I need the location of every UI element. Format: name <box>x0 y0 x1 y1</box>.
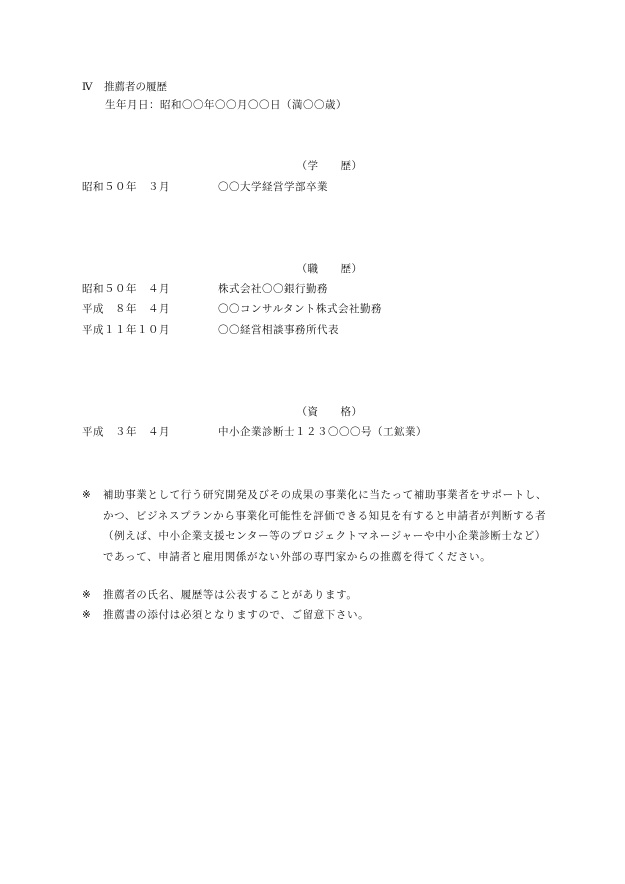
note-text: 推薦者の氏名、履歴等は公表することがあります。 <box>103 589 358 601</box>
qualification-row <box>82 425 427 439</box>
row-date: 昭和５０年 ３月 <box>82 181 170 193</box>
career-title: （職 歴） <box>296 263 363 275</box>
note-mark: ※ <box>82 489 91 501</box>
note-item <box>82 585 552 606</box>
career-row <box>82 302 382 316</box>
note-mark: ※ <box>82 609 91 621</box>
row-desc: 〇〇経営相談事務所代表 <box>218 324 339 336</box>
section-number: Ⅳ <box>82 81 93 93</box>
education-row <box>82 180 328 194</box>
row-date: 平成 ３年 ４月 <box>82 426 170 438</box>
row-desc: 〇〇コンサルタント株式会社勤務 <box>218 303 383 315</box>
row-desc: 〇〇大学経営学部卒業 <box>218 181 328 193</box>
note-item <box>82 605 552 626</box>
row-date: 平成 ８年 ４月 <box>82 303 170 315</box>
birth-date: 生年月日：昭和〇〇年〇〇月〇〇日（満〇〇歳） <box>105 99 347 111</box>
row-date: 平成１１年１０月 <box>82 324 170 336</box>
row-desc: 株式会社〇〇銀行勤務 <box>218 283 328 295</box>
section-title: 推薦者の履歴 <box>104 81 167 93</box>
row-date: 昭和５０年 ４月 <box>82 283 170 295</box>
row-desc: 中小企業診断士１２３〇〇〇号（工鉱業） <box>218 426 427 438</box>
career-row <box>82 282 328 296</box>
note-text: 補助事業として行う研究開発及びその成果の事業化に当たって補助事業者をサポートし、かつ、ビジネスプランから事業化可能性を評価できる知見を有すると申請者が判断する者（例えば、中小企業支援センター等のプロジェクトマネージャーや中小企業診断士など）であって、申請者と雇用関係がない外部の専門家からの推薦を得てください。 <box>103 489 547 563</box>
section-heading <box>82 80 167 94</box>
note-mark: ※ <box>82 589 91 601</box>
qualification-title: （資 格） <box>296 406 363 418</box>
note-item <box>82 485 552 567</box>
education-title: （学 歴） <box>296 160 363 172</box>
career-row <box>82 323 339 337</box>
note-text: 推薦書の添付は必須となりますので、ご留意下さい。 <box>103 609 370 621</box>
